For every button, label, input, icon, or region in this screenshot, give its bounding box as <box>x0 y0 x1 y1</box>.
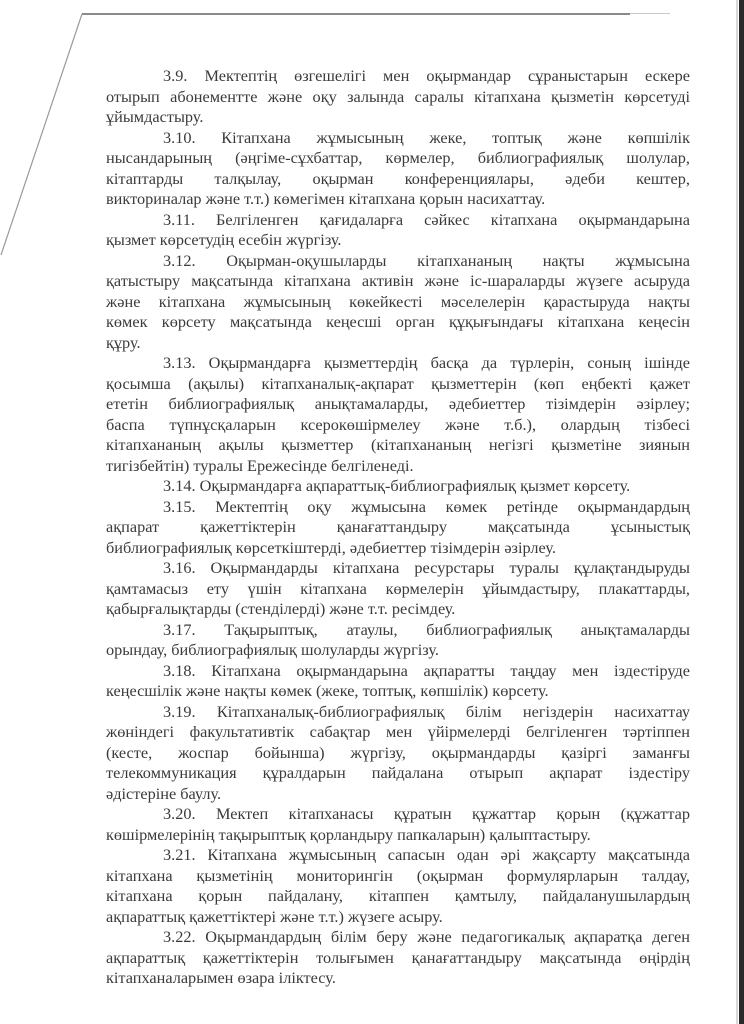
paragraph-line: кітапханаларымен өзара іліктесу. <box>106 968 336 987</box>
paragraph-line: нысандарының (әңгіме-сұхбаттар, көрмелер, библиографиялық шолулар, <box>106 148 690 167</box>
paragraph <box>106 128 690 210</box>
paragraph-line: қамтамасыз ету үшін кітапхана көрмелерін ұйымдастыру, плакаттарды, <box>106 578 690 598</box>
paragraph-first-line: 3.10. Кітапхана жұмысының жеке, топтық және көпшілік <box>163 127 690 147</box>
paragraph-line: қабырғалықтарды (стенділерді) және т.т. ресімдеу. <box>106 599 456 618</box>
paragraph-line: отырып абонементте және оқу залында саралы кітапхана қызметін көрсетуді <box>106 86 690 106</box>
paragraph-line: баспа түпнұсқаларын ксерокөшірмелеу және т.б.), олардың тізбесі <box>106 414 690 434</box>
paragraph-line: ақпараттық қажеттіктері және т.т.) жүзеге асыру. <box>106 906 443 926</box>
paragraph-line: қызмет көрсетудің есебін жүргізу. <box>106 230 342 249</box>
paragraph-first-line: 3.15. Мектептің оқу жұмысына көмек ретінде оқырмандардың <box>163 496 690 516</box>
paragraph <box>106 661 690 702</box>
paragraph-line: және кітапхана жұмысының көкейкесті мәселелерін қарастыруда нақты <box>106 291 690 311</box>
paragraph <box>106 353 690 476</box>
paragraph-line: жөніндегі факультативтік сабақтар мен үйірмелерді белгіленген тәртіппен <box>106 722 690 741</box>
paragraph-line: кітапхана қорын пайдалану, кітаппен қамтылу, пайдаланушылардың <box>106 886 690 905</box>
paragraph-line: телекоммуникация құралдарын пайдалана отырып ақпарат іздестіру <box>106 763 690 782</box>
paragraph-line: библиографиялық көрсеткіштерді, әдебиеттер тізімдерін әзірлеу. <box>106 537 556 557</box>
paragraph <box>106 804 690 845</box>
paragraph-first-line: 3.12. Оқырман-оқушыларды кітапхананың нақты жұмысына <box>163 250 690 270</box>
paragraph <box>106 702 690 805</box>
scan-right-border <box>739 0 744 1024</box>
paragraph-first-line: 3.21. Кітапхана жұмысының сапасын одан әрі жақсарту мақсатында <box>163 845 690 864</box>
paragraph-line: құру. <box>106 332 141 352</box>
paragraph-line: көмек көрсету мақсатында кеңесші орган құқығындағы кітапхана кеңесін <box>106 312 690 331</box>
document-body <box>106 66 690 989</box>
paragraph <box>106 210 690 251</box>
paragraph-line: викториналар және т.т.) көмегімен кітапхана қорын насихаттау. <box>106 189 546 208</box>
paragraph <box>106 558 690 620</box>
paragraph-first-line: 3.9. Мектептің өзгешелігі мен оқырмандар сұраныстарын ескере <box>163 66 690 85</box>
paragraph-line: ақпараттық қажеттіктерін толығымен қанағаттандыру мақсатында өңірдің <box>106 947 690 967</box>
paragraph-line: қатыстыру мақсатында кітапхана активін және іс-шараларды жүзеге асыруда <box>106 271 690 290</box>
scan-right-border-light <box>736 0 738 1024</box>
paragraph-line: көшірмелерінің тақырыптық қорландыру папкаларын) қалыптастыру. <box>106 824 591 844</box>
paragraph-line: ұйымдастыру. <box>106 107 204 126</box>
page-top-edge <box>82 13 630 15</box>
paragraph-first-line: 3.17. Тақырыптық, атаулы, библиографиялық анықтамаларды <box>163 619 690 639</box>
paragraph-line: тигізбейтін) туралы Ережесінде белгіленеді. <box>106 455 414 475</box>
paragraph-line: кітапхана қызметінің мониторингін (оқырман формулярларын талдау, <box>106 865 690 885</box>
paragraph <box>106 497 690 559</box>
paragraph-first-line: 3.13. Оқырмандарға қызметтердің басқа да түрлерін, соның ішінде <box>163 353 690 372</box>
paragraph <box>106 251 690 354</box>
paragraph-first-line: 3.11. Белгіленген қағидаларға сәйкес кітапхана оқырмандарына <box>163 209 690 229</box>
paragraph-line: кітаптарды талқылау, оқырман конференциялары, әдеби кештер, <box>106 168 690 188</box>
paragraph-line: кеңесшілік және нақты көмек (жеке, топтық, көпшілік) көрсету. <box>106 681 549 700</box>
paragraph-line: қосымша (ақылы) кітапханалық-ақпарат қызметтерін (көп еңбекті қажет <box>106 373 690 393</box>
paragraph-first-line: 3.14. Оқырмандарға ақпараттық-библиографиялық қызмет көрсету. <box>163 476 631 495</box>
paragraph-line: ақпарат қажеттіктерін қанағаттандыру мақсатында ұсыныстық <box>106 517 690 536</box>
paragraph-first-line: 3.18. Кітапхана оқырмандарына ақпаратты таңдау мен іздестіруде <box>163 660 690 680</box>
paragraph <box>106 66 690 128</box>
paragraph <box>106 620 690 661</box>
paragraph-line: (кесте, жоспар бойынша) жүргізу, оқырмандарды қазіргі заманғы <box>106 742 690 762</box>
page-top-edge-fade <box>630 13 670 14</box>
paragraph <box>106 927 690 989</box>
paragraph <box>106 476 690 497</box>
paragraph-line: орындау, библиографиялық шолуларды жүргізу. <box>106 640 439 659</box>
paragraph-first-line: 3.20. Мектеп кітапханасы құратын құжаттар қорын (құжаттар <box>163 804 690 823</box>
paragraph-line: әдістеріне баулу. <box>106 783 222 803</box>
paragraph <box>106 845 690 927</box>
paragraph-line: кітапхананың ақылы қызметтер (кітапхананың негізгі қызметіне зиянын <box>106 435 690 454</box>
paragraph-line: ететін библиографиялық анықтамаларды, әдебиеттер тізімдерін әзірлеу; <box>106 394 690 413</box>
paragraph-first-line: 3.19. Кітапханалық-библиографиялық білім негіздерін насихаттау <box>163 701 690 721</box>
paragraph-first-line: 3.16. Оқырмандарды кітапхана ресурстары туралы құлақтандыруды <box>163 558 690 577</box>
paragraph-first-line: 3.22. Оқырмандардың білім беру және педагогикалық ақпаратқа деген <box>163 927 690 946</box>
page-left-diagonal-edge <box>1 14 82 255</box>
